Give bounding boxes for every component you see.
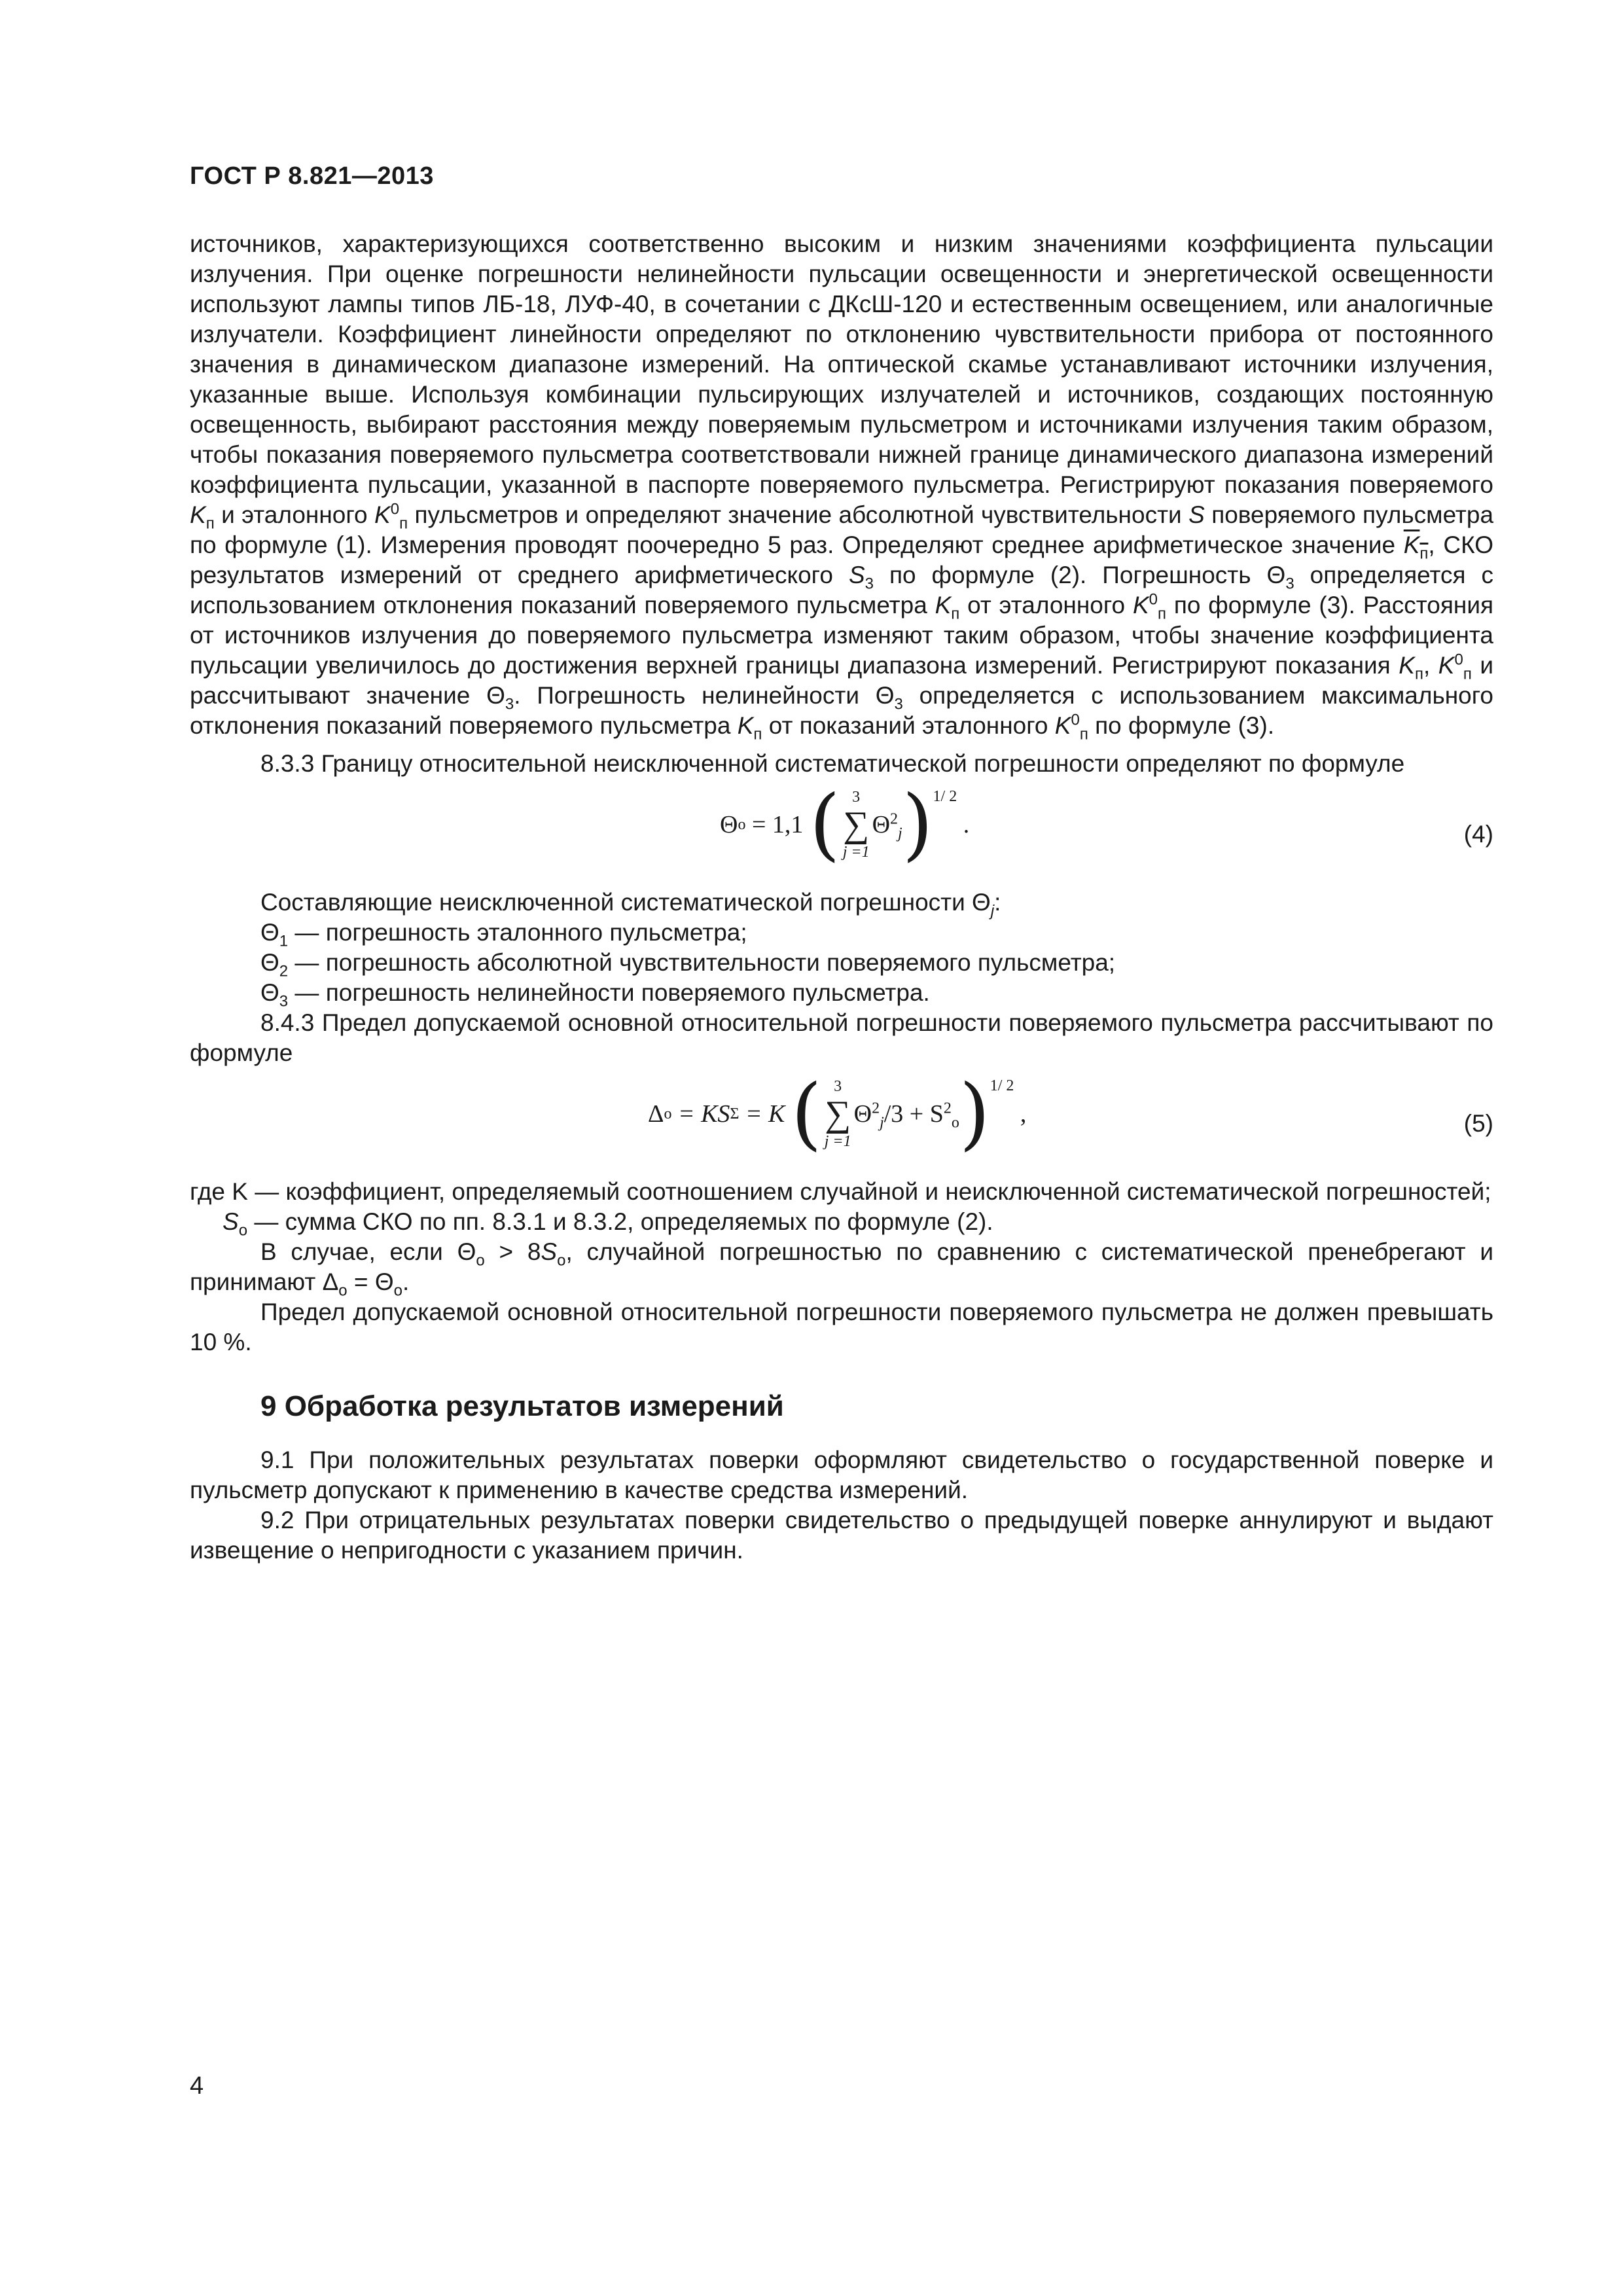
section-9-title: 9 Обработка результатов измерений xyxy=(260,1390,784,1422)
list-item-theta3: $\Theta_3$ — погрешность нелинейности поверяемого пульсметра. xyxy=(260,979,930,1011)
page-number: 4 xyxy=(190,2072,204,2100)
formula-5-number: (5) xyxy=(1463,1110,1493,1137)
paragraph-limit: Предел допускаемой основной относительной погрешности поверяемого пульсметра не должен превышать 10 %. xyxy=(190,1299,1493,1355)
paragraph-9-1: 9.1 При положительных результатах поверки оформляют свидетельство о государственной поверке и пульсметр допускают к применению в качестве средства измерений. xyxy=(190,1446,1493,1503)
paragraph-components: Составляющие неисключенной систематической погрешности $\Theta_j$: xyxy=(260,889,1001,920)
paragraph-9-2: 9.2 При отрицательных результатах поверки свидетельство о предыдущей поверке аннулируют и выдают извещение о непригодности с указанием причин. xyxy=(190,1507,1493,1564)
list-item-theta2: $\Theta_2$ — погрешность абсолютной чувствительности поверяемого пульсметра; xyxy=(260,949,1116,980)
list-item-theta1: $\Theta_1$ — погрешность эталонного пульсметра; xyxy=(260,919,747,950)
formula-5: Δо = KSΣ = K ( 3 ∑ j =1 $\Theta^2_j/3 + S^2_о)^{1/ 2}$ , (5) xyxy=(648,1068,1493,1159)
document-header: ГОСТ Р 8.821—2013 xyxy=(190,162,434,190)
formula-4-number: (4) xyxy=(1463,821,1493,848)
document-body xyxy=(190,229,1493,1566)
formula-4: Θо = 1,1 ( 3 ∑ j =1 $\Theta^2_j)^{1/ 2}$ . (4) xyxy=(720,779,1493,870)
where-k: где K — коэффициент, определяемый соотношением случайной и неисключенной систематической погрешностей; xyxy=(190,1178,1491,1205)
where-s: $S_о$ — сумма СКО по пп. 8.3.1 и 8.3.2, определяемых по формуле (2). xyxy=(223,1208,993,1240)
paragraph-8-4-3: 8.4.3 Предел допускаемой основной относительной погрешности поверяемого пульсметра рассчитывают по формуле xyxy=(190,1009,1493,1066)
paragraph-condition: В случае, если $\Theta_о > 8S_о$, случайной погрешностью по сравнению с систематической пренебрегают и принимают $\Delta_о = \Theta_о$. xyxy=(190,1238,1494,1300)
paragraph-procedure: источников, характеризующихся соответственно высоким и низким значениями коэффициента пульсации излучения. При оценке погрешности нелинейности пульсации освещенности и энергетической освещенности используют лампы типов ЛБ-18, ЛУФ-40, в сочетании с ДКсШ-120 и естественным освещением, или аналогичные излучатели. Коэффициент линейности определяют по отклонению чувствительности прибора от постоянного значения в динамическом диапазоне измерений. На оптической скамье устанавливают источники излучения, указанные выше. Используя комбинации пульсирующих излучателей и источников, создающих постоянную освещенность, выбирают расстояния между поверяемым пульсметром и источниками излучения таким образом, чтобы показания поверяемого пульсметра соответствовали нижней границе динамического диапазона измерений коэффициента пульсации, указанной в паспорте поверяемого пульсметра. Регистрируют показания поверяемого $K_п$ и эталонного $K^0_п$ пульсметров и определяют значение абсолютной чувствительности S поверяемого пульсметра по формуле (1). Измерения проводят поочередно 5 раз. Определяют среднее арифметическое значение $K_п$, СКО результатов измерений от среднего арифметического $S_3$ по формуле (2). Погрешность $\Theta_3$ определяется с использованием отклонения показаний поверяемого пульсметра $K_п$ от эталонного $K^0_п$ по формуле (3). Расстояния от источников излучения до поверяемого пульсметра изменяют таким образом, чтобы значение коэффициента пульсации увеличилось до достижения верхней границы диапазона измерений. Регистрируют показания $K_п$, $K^0_п$ и рассчитывают значение $\Theta_3$. Погрешность нелинейности $\Theta_3$ определяется с использованием максимального отклонения показаний поверяемого пульсметра $K_п$ от показаний эталонного $K^0_п$ по формуле (3). xyxy=(190,230,1494,744)
paragraph-8-3-3: 8.3.3 Границу относительной неисключенной систематической погрешности определяют по формуле xyxy=(260,750,1405,777)
